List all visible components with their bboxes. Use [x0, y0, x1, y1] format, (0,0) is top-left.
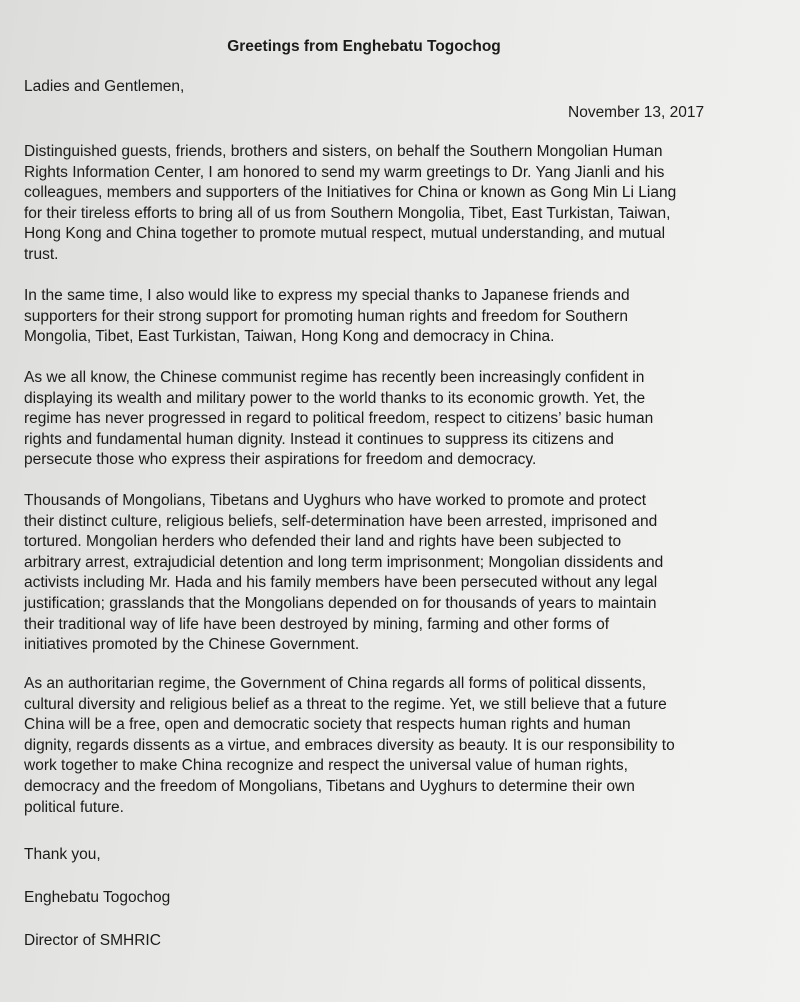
paragraph-persecution [24, 491, 724, 656]
text-line: their distinct culture, religious beliefs, self-determination have been arrested, imprisoned and [24, 512, 658, 530]
signer-name: Enghebatu Togochog [24, 889, 171, 906]
text-line: Rights Information Center, I am honored to send my warm greetings to Dr. Yang Jianli and his [24, 163, 665, 181]
text-line: tortured. Mongolian herders who defended their land and rights have been subjected to [24, 533, 622, 551]
paragraph-future [24, 674, 724, 818]
text-line: cultural diversity and religious belief as a threat to the regime. Yet, we still believe that a future [24, 695, 667, 713]
text-line: supporters for their strong support for promoting human rights and freedom for Southern [24, 307, 628, 325]
text-line: activists including Mr. Hada and his family members have been persecuted without any legal [24, 574, 658, 592]
text-line: Hong Kong and China together to promote mutual respect, mutual understanding, and mutual [24, 225, 666, 243]
text-line: arbitrary arrest, extrajudicial detention and long term imprisonment; Mongolian dissidents and [24, 553, 664, 571]
text-line: political future. [24, 798, 124, 816]
text-line: Distinguished guests, friends, brothers and sisters, on behalf the Southern Mongolian Human [24, 143, 663, 160]
paragraph-regime [24, 368, 724, 471]
text-line: In the same time, I also would like to express my special thanks to Japanese friends and [24, 287, 630, 304]
text-line: Mongolia, Tibet, East Turkistan, Taiwan, Hong Kong and democracy in China. [24, 328, 555, 346]
text-line: As an authoritarian regime, the Government of China regards all forms of political dissents, [24, 675, 647, 692]
text-line: initiatives promoted by the Chinese Government. [24, 636, 360, 654]
text-line: As we all know, the Chinese communist regime has recently been increasingly confident in [24, 369, 645, 386]
text-line: their traditional way of life have been destroyed by mining, farming and other forms of [24, 615, 610, 633]
text-line: Thousands of Mongolians, Tibetans and Uyghurs who have worked to promote and protect [24, 492, 647, 509]
text-line: justification; grasslands that the Mongolians depended on for thousands of years to maintain [24, 594, 657, 612]
text-line: China will be a free, open and democratic society that respects human rights and human [24, 716, 631, 734]
text-line: rights and fundamental human dignity. Instead it continues to suppress its citizens and [24, 430, 614, 448]
text-line: dignity, regards dissents as a virtue, and embraces diversity as beauty. It is our responsibility to [24, 736, 675, 754]
letter-date: November 13, 2017 [568, 104, 705, 121]
text-line: colleagues, members and supporters of the Initiatives for China or known as Gong Min Li Liang [24, 184, 677, 202]
paragraph-thanks [24, 286, 724, 348]
text-line: work together to make China recognize and respect the universal value of human rights, [24, 757, 628, 775]
text-line: persecute those who express their aspirations for freedom and democracy. [24, 451, 537, 469]
text-line: trust. [24, 245, 59, 263]
text-line: displaying its wealth and military power to the world thanks to its economic growth. Yet, the [24, 389, 646, 407]
salutation: Ladies and Gentlemen, [24, 78, 185, 95]
letter-title: Greetings from Enghebatu Togochog [227, 38, 501, 55]
signer-title: Director of SMHRIC [24, 932, 161, 949]
closing-thanks: Thank you, [24, 846, 101, 863]
text-line: regime has never progressed in regard to political freedom, respect to citizens’ basic human [24, 410, 654, 428]
text-line: for their tireless efforts to bring all of us from Southern Mongolia, Tibet, East Turkistan, Taiwan, [24, 204, 671, 222]
paragraph-greeting [24, 142, 724, 266]
text-line: democracy and the freedom of Mongolians, Tibetans and Uyghurs to determine their own [24, 777, 635, 795]
